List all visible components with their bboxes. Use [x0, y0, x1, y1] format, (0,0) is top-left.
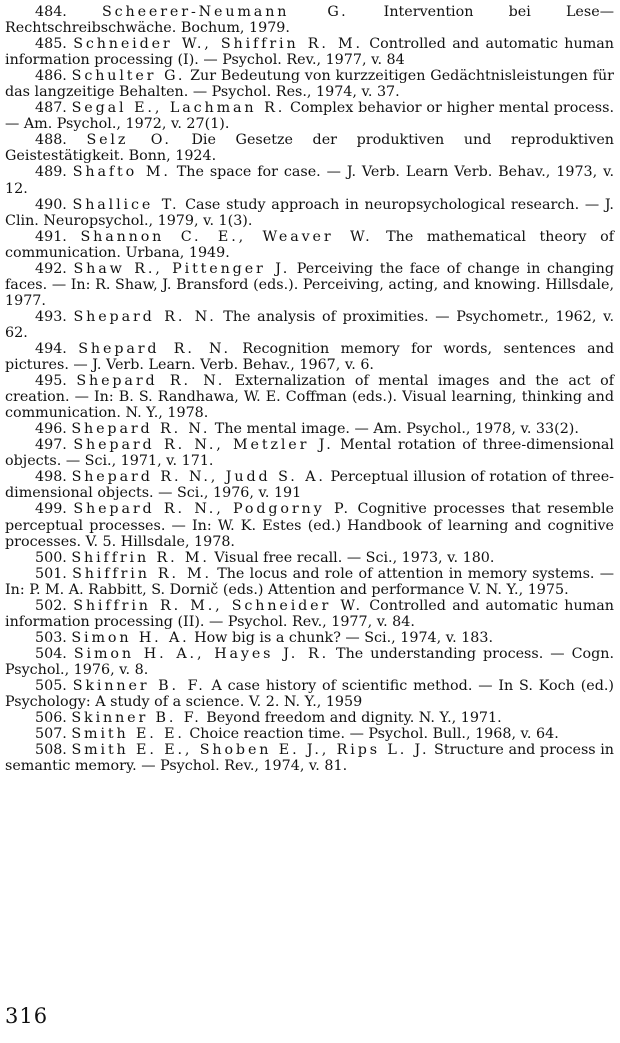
entry-number: 484. — [35, 4, 67, 20]
reference-list — [5, 4, 614, 774]
reference-entry-501 — [5, 566, 614, 598]
entry-number: 491. — [35, 228, 67, 245]
entry-number: 501. — [35, 565, 67, 582]
entry-number: 508. — [35, 742, 67, 759]
entry-citation: Case study approach in neuropsychological research. — J. Clin. Neuropsychol., 1979, v. 1(3). — [5, 196, 614, 229]
reference-entry-485 — [5, 36, 614, 68]
reference-entry-491 — [5, 229, 614, 261]
entry-author: Schulter G. — [71, 68, 186, 85]
entry-author: Shiffrin R. M. — [72, 565, 212, 582]
entry-number: 499. — [35, 501, 67, 518]
reference-entry-500 — [5, 550, 614, 566]
reference-entry-495 — [5, 373, 614, 421]
reference-entry-502 — [5, 598, 614, 630]
entry-citation: Complex behavior or higher mental process. — Am. Psychol., 1972, v. 27(1). — [5, 100, 614, 133]
entry-citation: Zur Bedeutung von kurzzeitigen Gedächtnisleistungen für das langzeitige Behalten. — Psychol. Res., 1974, v. 37. — [5, 68, 615, 101]
reference-entry-496 — [5, 421, 614, 437]
entry-author: Smith E. E., Shoben E. J., Rips L. J. — [71, 742, 430, 759]
reference-entry-484 — [5, 4, 614, 36]
entry-citation: Structure and process in semantic memory. — Psychol. Rev., 1974, v. 81. — [5, 742, 615, 775]
entry-author: Selz O. — [86, 132, 172, 149]
entry-author: Shaw R., Pittenger J. — [73, 260, 291, 277]
entry-number: 495. — [35, 373, 67, 390]
entry-author: Smith E. E. — [71, 726, 185, 743]
entry-author: Shallice T. — [72, 196, 180, 213]
entry-number: 503. — [35, 629, 67, 646]
reference-entry-492 — [5, 261, 614, 309]
entry-number: 507. — [35, 726, 67, 743]
entry-citation: Externalization of mental images and the act of creation. — In: B. S. Randhawa, W. E. Coffman (eds.). Visual learning, thinking and communication. N. Y., 1978. — [5, 373, 615, 422]
entry-citation: Cognitive processes that resemble perceptual processes. — In: W. K. Estes (ed.) Handbook of learning and cognitive processes. V. 5. Hillsdale, 1978. — [5, 501, 615, 550]
entry-number: 489. — [35, 164, 67, 181]
entry-citation: The understanding process. — Cogn. Psychol., 1976, v. 8. — [5, 645, 615, 678]
entry-author: Schneider W., Shiffrin R. M. — [73, 36, 363, 53]
entry-author: Shiffrin R. M., Schneider W. — [73, 597, 363, 614]
entry-citation: Die Gesetze der produktiven und reproduktiven Geistestätigkeit. Bonn, 1924. — [5, 132, 614, 165]
reference-entry-499 — [5, 501, 614, 549]
entry-author: Shepard R. N. — [78, 340, 231, 357]
reference-entry-503 — [5, 630, 614, 646]
entry-number: 492. — [35, 260, 67, 277]
entry-citation: Recognition memory for words, sentences and pictures. — J. Verb. Learn. Verb. Behav., 1967, v. 6. — [5, 340, 615, 374]
entry-author: Shannon C. E., Weaver W. — [80, 228, 373, 245]
entry-number: 504. — [35, 645, 67, 662]
reference-entry-486 — [5, 68, 614, 100]
entry-author: Scheerer-Neumann G. — [102, 4, 349, 20]
entry-number: 498. — [35, 469, 67, 486]
entry-author: Shiffrin R. M. — [71, 549, 210, 566]
entry-number: 506. — [35, 710, 67, 727]
entry-author: Skinner B. F. — [71, 710, 202, 727]
entry-citation: The mental image. — Am. Psychol., 1978, v. 33(2). — [214, 421, 579, 438]
page-number: 316 — [5, 1004, 49, 1028]
reference-entry-493 — [5, 309, 614, 341]
entry-author: Shepard R. N., Podgorny P. — [73, 501, 351, 518]
entry-number: 487. — [35, 100, 67, 117]
entry-author: Skinner B. F. — [72, 677, 206, 694]
entry-author: Shepard R. N. — [73, 308, 217, 325]
entry-citation: Visual free recall. — Sci., 1973, v. 180. — [214, 549, 495, 566]
reference-entry-498 — [5, 469, 614, 501]
reference-entry-505 — [5, 678, 614, 710]
entry-citation: A case history of scientific method. — In S. Koch (ed.) Psychology: A study of a science. V. 2. N. Y., 1959 — [5, 677, 615, 711]
entry-author: Shepard R. N. — [71, 421, 211, 438]
entry-citation: How big is a chunk? — Sci., 1974, v. 183. — [194, 629, 494, 646]
entry-citation: Perceptual illusion of rotation of three-dimensional objects. — Sci., 1976, v. 191 — [5, 469, 614, 502]
entry-author: Shepard R. N., Judd S. A. — [71, 469, 326, 486]
entry-citation: Mental rotation of three-dimensional objects. — Sci., 1971, v. 171. — [5, 437, 614, 470]
reference-entry-490 — [5, 197, 614, 229]
entry-number: 500. — [35, 549, 67, 566]
reference-entry-497 — [5, 437, 614, 469]
reference-entry-488 — [5, 132, 614, 164]
reference-entry-508 — [5, 742, 614, 774]
reference-entry-506 — [5, 710, 614, 726]
reference-entry-507 — [5, 726, 614, 742]
entry-citation: The space for case. — J. Verb. Learn Verb. Behav., 1973, v. 12. — [5, 164, 615, 197]
entry-citation: Intervention bei Lese—Rechtschreibschwäche. Bochum, 1979. — [5, 4, 614, 37]
entry-citation: Controlled and automatic human information processing (II). — Psychol. Rev., 1977, v. 84. — [5, 597, 614, 630]
entry-number: 493. — [35, 308, 67, 325]
entry-citation: The analysis of proximities. — Psychometr., 1962, v. 62. — [5, 308, 615, 341]
entry-number: 488. — [35, 132, 67, 149]
entry-citation: Choice reaction time. — Psychol. Bull., 1968, v. 64. — [189, 726, 559, 743]
reference-entry-489 — [5, 164, 614, 196]
entry-citation: Controlled and automatic human information processing (I). — Psychol. Rev., 1977, v. 84 — [5, 36, 614, 69]
entry-number: 494. — [35, 340, 67, 357]
entry-author: Shafto M. — [72, 164, 171, 181]
entry-number: 490. — [35, 196, 67, 213]
entry-citation: Beyond freedom and dignity. N. Y., 1971. — [206, 710, 502, 727]
entry-number: 486. — [35, 68, 67, 85]
entry-number: 502. — [35, 597, 67, 614]
entry-citation: The mathematical theory of communication. Urbana, 1949. — [5, 228, 615, 261]
entry-author: Simon H. A., Hayes J. R. — [73, 645, 330, 662]
reference-entry-504 — [5, 646, 614, 678]
entry-citation: The locus and role of attention in memory systems. — In: P. M. A. Rabbitt, S. Dornič (eds.) Attention and performance V. N. Y., 1975. — [5, 565, 615, 598]
entry-author: Segal E., Lachman R. — [71, 100, 286, 117]
reference-entry-494 — [5, 341, 614, 373]
entry-number: 496. — [35, 421, 67, 438]
entry-number: 497. — [35, 437, 67, 454]
entry-number: 485. — [35, 36, 67, 53]
entry-author: Simon H. A. — [71, 629, 190, 646]
entry-citation: Perceiving the face of change in changing faces. — In: R. Shaw, J. Bransford (eds.). Perceiving, acting, and knowing. Hillsdale, 1977. — [5, 260, 614, 309]
entry-author: Shepard R. N., Metzler J. — [73, 437, 334, 454]
entry-number: 505. — [35, 677, 67, 694]
reference-entry-487 — [5, 100, 614, 132]
entry-author: Shepard R. N. — [76, 373, 226, 390]
